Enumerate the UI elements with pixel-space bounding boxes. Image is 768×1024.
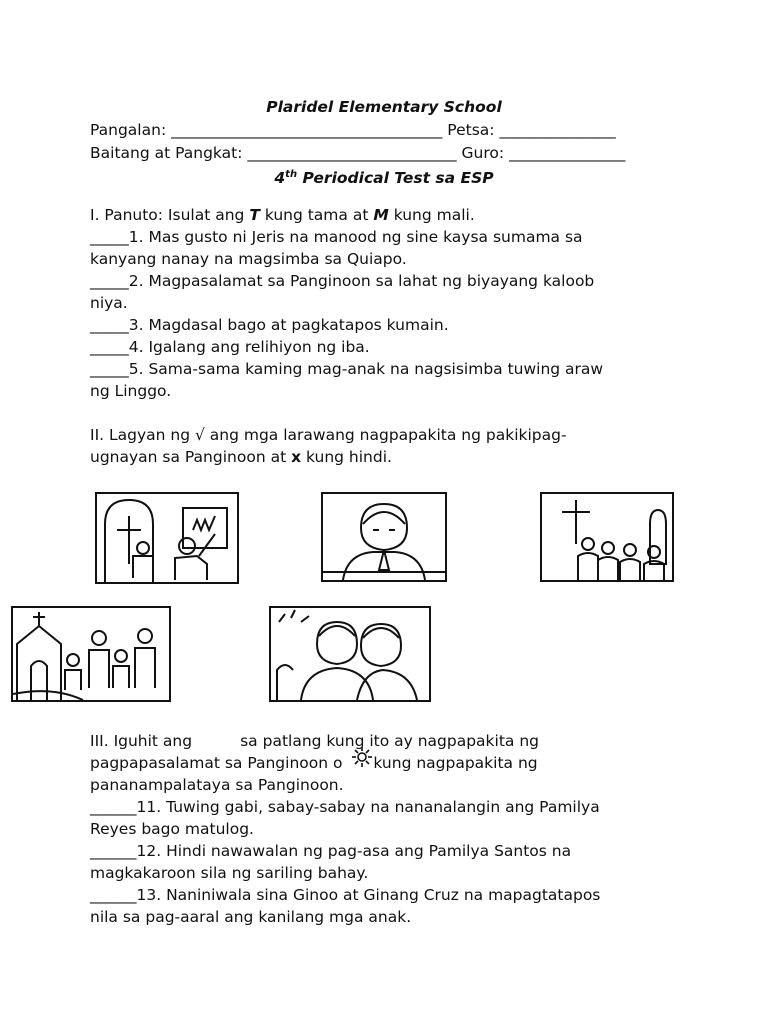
date-label: Petsa:: [447, 121, 495, 139]
part2-inst-x: x: [291, 448, 302, 466]
part1-instruction: [90, 204, 475, 226]
part3-line-2: [90, 752, 538, 774]
family-church-picture: [11, 606, 171, 702]
school-name: Plaridel Elementary School: [266, 98, 502, 116]
name-label: Pangalan:: [90, 121, 167, 139]
part1-inst-b: kung tama at: [259, 206, 374, 224]
test-title-text: Periodical Test sa ESP: [297, 169, 494, 188]
name-row: [90, 119, 616, 141]
part3-l2b: kung nagpapakita ng: [373, 754, 538, 772]
name-blank: ___________________________________: [171, 121, 443, 139]
part1-inst-a: I. Panuto: Isulat ang: [90, 206, 250, 224]
part1-line: _____2. Magpasalamat sa Panginoon sa lahat ng biyayang kaloob: [90, 272, 595, 290]
test-title: [0, 164, 768, 189]
sun-icon: [347, 752, 373, 774]
boys-talking-picture: [269, 606, 431, 702]
date-blank: _______________: [499, 121, 616, 139]
grade-row: [90, 142, 625, 164]
part3-line-1: [90, 730, 539, 752]
teacher-blank: _______________: [509, 144, 626, 162]
part2-inst-a: ugnayan sa Panginoon at: [90, 448, 292, 466]
test-number: 4: [274, 169, 286, 188]
part1-line: ng Linggo.: [90, 382, 172, 400]
part1-line: _____1. Mas gusto ni Jeris na manood ng sine kaysa sumama sa: [90, 228, 583, 246]
church-mass-picture: [540, 492, 674, 582]
part3-l1b: sa patlang kung ito ay nagpapakita ng: [240, 732, 540, 750]
test-number-sup: th: [285, 169, 298, 180]
part1-line: _____4. Igalang ang relihiyon ng iba.: [90, 338, 370, 356]
part3-l1a: III. Iguhit ang: [90, 732, 193, 750]
part2-instruction-2: [90, 446, 392, 468]
part3-item-line: ______13. Naniniwala sina Ginoo at Ginang Cruz na mapagtatapos: [90, 886, 601, 904]
part3-item-line: magkakaroon sila ng sariling bahay.: [90, 864, 369, 882]
grade-label: Baitang at Pangkat:: [90, 144, 243, 162]
part3-item-line: ______11. Tuwing gabi, sabay-sabay na nananalangin ang Pamilya: [90, 798, 600, 816]
part2-instruction-1: II. Lagyan ng √ ang mga larawang nagpapakita ng pakikipag-: [90, 426, 567, 444]
part1-line: _____3. Magdasal bago at pagkatapos kumain.: [90, 316, 449, 334]
part3-item-line: Reyes bago matulog.: [90, 820, 254, 838]
praying-boy-picture: [321, 492, 447, 582]
church-kids-picture: [95, 492, 239, 584]
part2-inst-b: kung hindi.: [301, 448, 392, 466]
part1-line: niya.: [90, 294, 128, 312]
part3-line-3: pananampalataya sa Panginoon.: [90, 776, 344, 794]
part1-line: _____5. Sama-sama kaming mag-anak na nagsisimba tuwing araw: [90, 360, 604, 378]
part1-inst-m: M: [373, 206, 389, 224]
part3-item-line: ______12. Hindi nawawalan ng pag-asa ang Pamilya Santos na: [90, 842, 572, 860]
part3-item-line: nila sa pag-aaral ang kanilang mga anak.: [90, 908, 412, 926]
part1-inst-t: T: [249, 206, 260, 224]
part3-l2a: pagpapasalamat sa Panginoon o: [90, 754, 343, 772]
teacher-label: Guro:: [461, 144, 505, 162]
grade-blank: ___________________________: [247, 144, 457, 162]
part1-line: kanyang nanay na magsimba sa Quiapo.: [90, 250, 407, 268]
part1-inst-c: kung mali.: [388, 206, 475, 224]
